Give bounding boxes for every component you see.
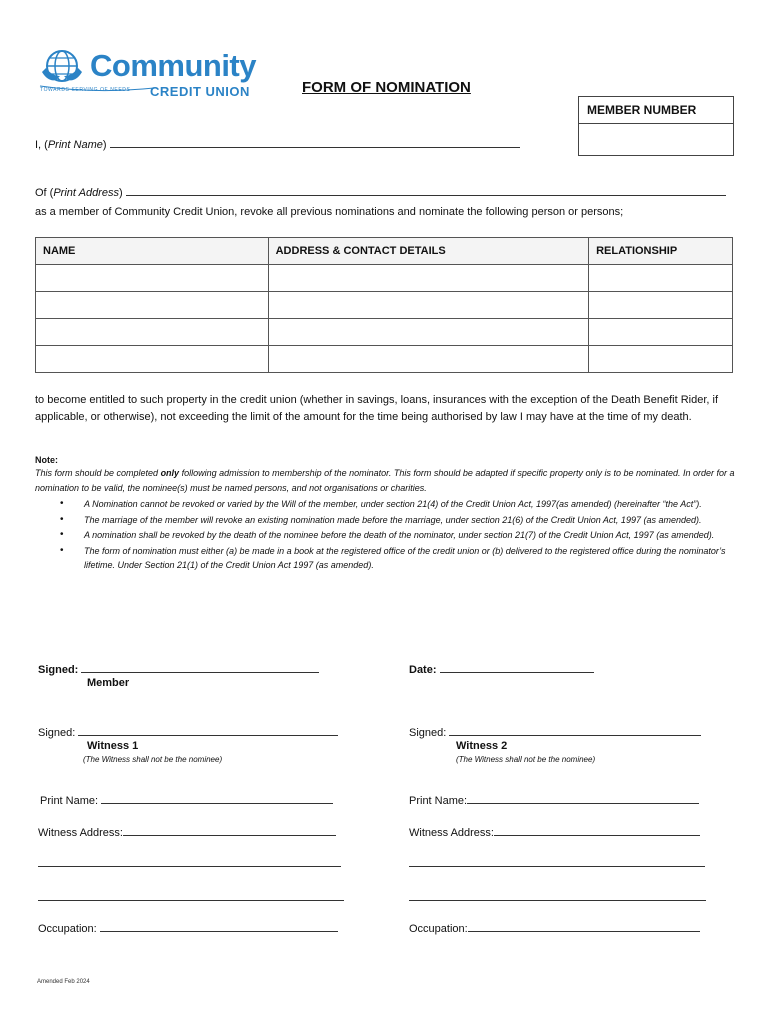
note-paragraph [35,466,735,496]
witness2-print-name-field[interactable] [467,793,699,804]
nominee-relationship-cell[interactable] [589,265,733,292]
nominee-address-cell[interactable] [268,319,588,346]
witness2-print-name-label: Print Name: [409,795,468,807]
witness1-address-line-2[interactable] [38,856,341,867]
witness2-signature-row [409,725,701,739]
witness1-address-row [38,825,336,839]
witness1-caption-text: Witness 1 [87,740,139,752]
witness1-signature-row [38,725,338,739]
nominee-address-cell[interactable] [268,292,588,319]
bullet-text: The marriage of the member will revoke an existing nomination made before the marriage, under section 21(6) of the Credit Union Act, 1997 (as amended). [84,514,702,525]
nominee-address-cell[interactable] [268,265,588,292]
bullet-text: The form of nomination must either (a) be made in a book at the registered office of the credit union or (b) delivered to the registered office during the nominator’s lifetime. Under Section 21(1) of the Credit Union Act 1997 (as amended). [84,545,726,570]
nominee-name-cell[interactable] [36,265,269,292]
member-number-input[interactable] [579,124,733,154]
witness2-signed-label: Signed: [409,727,447,739]
list-item [60,513,740,528]
witness1-occupation-label: Occupation: [38,923,97,935]
amended-date-footer: Amended Feb 2024 [37,979,90,985]
member-number-label: MEMBER NUMBER [579,97,733,124]
date-field[interactable] [440,662,594,673]
nominee-relationship-cell[interactable] [589,346,733,373]
nominee-name-cell[interactable] [36,319,269,346]
print-name-field[interactable] [110,137,520,148]
nominee-relationship-cell[interactable] [589,319,733,346]
witness2-occupation-row [409,921,700,935]
globe-hands-icon [42,51,82,81]
print-address-field[interactable] [126,185,726,196]
print-name-suffix: ) [102,139,107,151]
note-heading: Note: [35,455,58,465]
member-signature-row [38,662,319,676]
list-item [60,544,740,573]
table-row [36,265,733,292]
witness2-address-row [409,825,700,839]
logo-wordmark: Community [90,48,256,83]
date-row [409,662,594,676]
bullet-text: A nomination shall be revoked by the death of the nominee before the death of the nominator, under section 21(7) of the Credit Union Act, 1997 (as amended). [84,530,715,540]
witness2-caption [456,741,507,752]
witness1-occupation-field[interactable] [100,921,338,932]
list-item [60,528,740,543]
witness2-address-label: Witness Address: [409,827,494,839]
witness2-occupation-label: Occupation: [409,923,468,935]
bullet-icon: • [60,513,64,525]
print-name-row [35,137,520,151]
nominee-address-cell[interactable] [268,346,588,373]
member-signed-label: Signed: [38,664,79,676]
witness2-occupation-field[interactable] [468,921,700,932]
member-number-box [578,96,734,156]
witness1-print-name-row [40,793,333,807]
note-bullet-list [60,497,740,574]
bullet-text: A Nomination cannot be revoked or varied by the Will of the member, under section 21(4) of the Credit Union Act, 1997(as amended) (hereinafter “the Act”). [84,499,702,509]
witness1-address-field[interactable] [123,825,336,836]
member-caption-text: Member [87,677,130,689]
witness1-caption [87,741,138,752]
bullet-icon: • [60,498,64,509]
date-label: Date: [409,664,437,676]
witness2-address-field[interactable] [494,825,700,836]
bullet-icon: • [60,544,64,556]
witness2-signature-field[interactable] [449,725,701,736]
witness1-print-name-field[interactable] [101,793,333,804]
witness2-address-line-3[interactable] [409,890,706,901]
witness2-note: (The Witness shall not be the nominee) [456,755,596,764]
witness2-print-name-row [409,793,699,807]
witness2-address-line-2[interactable] [409,856,705,867]
table-row [36,292,733,319]
logo-subtitle: CREDIT UNION [150,84,250,99]
nominee-relationship-cell[interactable] [589,292,733,319]
form-title: FORM OF NOMINATION [302,79,471,96]
nominee-name-cell[interactable] [36,346,269,373]
note-text-bold: only [160,468,180,478]
address-label: Print Address [53,187,119,199]
witness2-caption-text: Witness 2 [456,740,508,752]
address-suffix: ) [118,187,123,199]
print-name-prefix: I, ( [35,139,48,151]
witness1-print-name-label: Print Name: [40,795,99,807]
address-prefix: Of ( [35,187,54,199]
logo-tagline: TOWARDS SERVING OF NEEDS [40,87,131,93]
witness1-signature-field[interactable] [78,725,338,736]
witness1-signed-label: Signed: [38,727,76,739]
note-text-before: This form should be completed [35,468,161,478]
table-row [36,319,733,346]
bullet-icon: • [60,529,64,540]
note-text-after: following admission to membership of the nominator. This form should be adapted if specific property only is to be nominated. In order for a nomination to be valid, the nominee(s) must be named persons, and not organisations or charities. [35,468,735,493]
intro-text: as a member of Community Credit Union, revoke all previous nominations and nominate the following person or persons; [35,206,624,218]
witness1-address-line-3[interactable] [38,890,344,901]
print-address-row [35,185,726,199]
member-signature-field[interactable] [81,662,319,673]
nominee-table [35,237,733,373]
column-header-relationship: RELATIONSHIP [589,238,733,265]
witness1-address-label: Witness Address: [38,827,123,839]
table-row [36,346,733,373]
column-header-address: ADDRESS & CONTACT DETAILS [268,238,588,265]
member-caption [87,678,129,689]
property-paragraph: to become entitled to such property in the credit union (whether in savings, loans, insurances with the exception of the Death Benefit Rider, if applicable, or otherwise), not exceeding the limit of the amount for the time being authorised by law I may have at the time of my death. [35,394,718,423]
column-header-name: NAME [36,238,269,265]
nominee-name-cell[interactable] [36,292,269,319]
witness1-occupation-row [38,921,338,935]
print-name-label: Print Name [47,139,103,151]
list-item [60,497,740,512]
witness1-note: (The Witness shall not be the nominee) [83,755,223,764]
